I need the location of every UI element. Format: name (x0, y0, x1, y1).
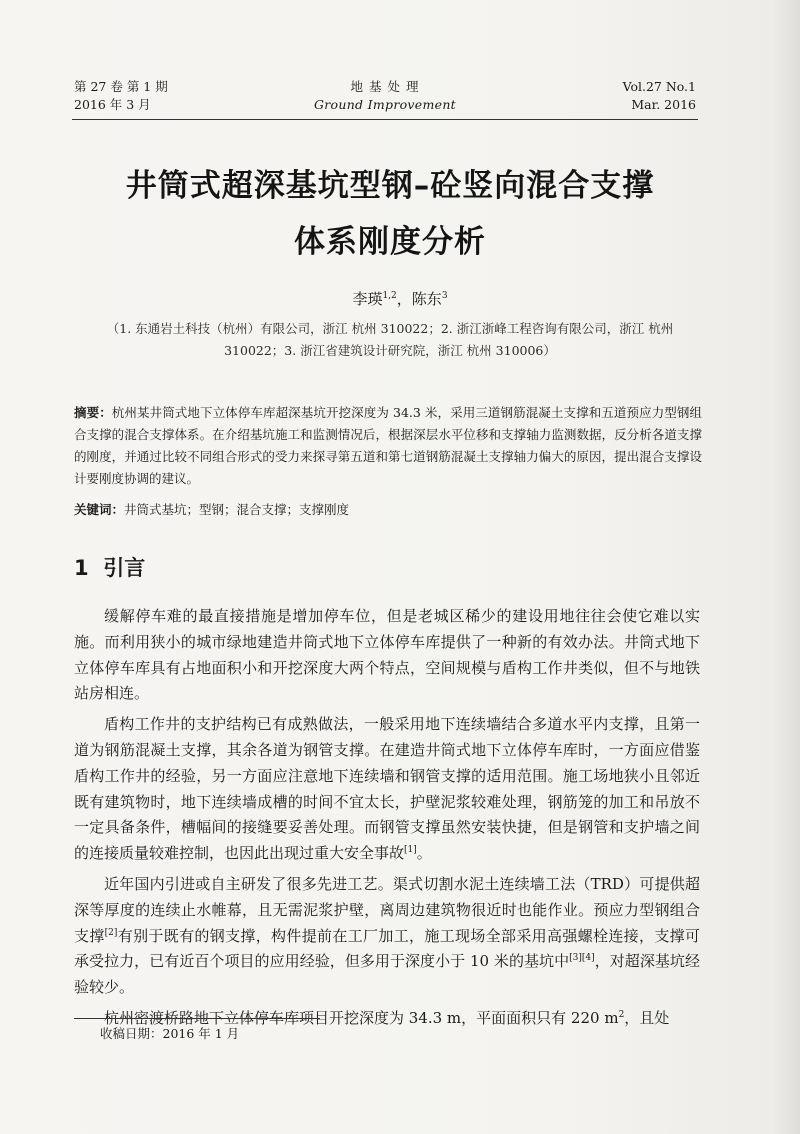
author-separator: ， (396, 290, 412, 308)
affiliations (80, 318, 700, 362)
section-number: 1 (74, 556, 89, 580)
citation-3-4: [3][4] (569, 953, 595, 964)
header-date-en: Mar. 2016 (631, 97, 696, 112)
author-1: 李瑛 (352, 290, 383, 308)
citation-2: [2] (104, 927, 118, 938)
header-journal-en: Ground Improvement (313, 97, 457, 112)
abstract (74, 402, 702, 490)
author-1-affil: 1,2 (382, 291, 397, 301)
keywords-text: 井筒式基坑；型钢；混合支撑；支撑刚度 (124, 502, 350, 517)
body-text (74, 604, 700, 1032)
footnote-received-date: 收稿日期：2016 年 1 月 (100, 1026, 240, 1041)
section-title: 引言 (103, 556, 146, 580)
authors (0, 288, 800, 309)
paragraph-2-end: 。 (416, 844, 432, 863)
title-line-1: 井筒式超深基坑型钢–砼竖向混合支撑 (125, 168, 655, 204)
affiliation-line-1: （1. 东通岩土科技（杭州）有限公司，浙江 杭州 310022；2. 浙江浙峰工程咨询有限公司，浙江 杭州 (106, 321, 674, 336)
citation-1: [1] (404, 845, 417, 856)
footnote-rule (74, 1018, 320, 1019)
paragraph-2 (74, 712, 700, 867)
header-journal-cn: 地 基 处 理 (350, 79, 420, 94)
paragraph-3-text-b: 有别于既有的钢支撑，构件提前在工厂加工，施工现场全部采用高强螺栓连接，支撑可承受拉力，已有近百个项目的应用经验，但多用于深度小于 10 米的基坑中 (74, 926, 700, 971)
page-edge-shadow (772, 0, 800, 1134)
header-volume: 第 27 卷 第 1 期 (74, 79, 168, 94)
paragraph-4-text-a: 杭州密渡桥路地下立体停车库项目开挖深度为 34.3 m，平面面积只有 220 m (104, 1008, 619, 1027)
area-unit-exponent: 2 (618, 1009, 625, 1020)
header-rule (72, 119, 698, 120)
paragraph-3 (74, 872, 700, 1001)
keywords-label: 关键词： (74, 502, 125, 517)
affiliation-line-2: 310022；3. 浙江省建筑设计研究院，浙江 杭州 310006） (224, 343, 556, 358)
paragraph-3-text-c: ，对超深基坑经验较少。 (74, 952, 700, 997)
keywords (74, 499, 702, 521)
header-date: 2016 年 3 月 (74, 97, 151, 112)
author-2: 陈东 (411, 290, 442, 308)
paragraph-4-text-b: ，且处 (624, 1008, 670, 1027)
title-line-2: 体系刚度分析 (294, 224, 486, 260)
header-right (623, 78, 696, 114)
paper-title (60, 158, 720, 270)
paragraph-1: 缓解停车难的最直接措施是增加停车位，但是老城区稀少的建设用地往往会使它难以实施。而利用狭小的城市绿地建造井筒式地下立体停车库提供了一种新的有效办法。井筒式地下立体停车库具有占地面积小和开挖深度大两个特点，空间规模与盾构工作井类似，但不与地铁站房相连。 (74, 607, 700, 703)
abstract-label: 摘要： (74, 405, 112, 420)
header-center (74, 78, 696, 114)
paragraph-2-text: 盾构工作井的支护结构已有成熟做法，一般采用地下连续墙结合多道水平内支撑，且第一道为钢筋混凝土支撑，其余各道为钢管支撑。在建造井筒式地下立体停车库时，一方面应借鉴盾构工作井的经验，另一方面应注意地下连续墙和钢管支撑的适用范围。施工场地狭小且邻近既有建筑物时，地下连续墙成槽的时间不宜太长，护壁泥浆较难处理，钢筋笼的加工和吊放不一定具备条件，槽幅间的接缝要妥善处理。而钢管支撑虽然安装快捷，但是钢管和支护墙之间的连接质量较难控制，也因此出现过重大安全事故 (74, 715, 700, 863)
author-2-affil: 3 (441, 291, 448, 301)
paragraph-3-text-a: 近年国内引进或自主研发了很多先进工艺。渠式切割水泥土连续墙工法（TRD）可提供超深等厚度的连续止水帷幕，且无需泥浆护壁，离周边建筑物很近时也能作业。预应力型钢组合支撑 (74, 874, 700, 945)
header-volume-en: Vol.27 No.1 (622, 79, 696, 94)
running-header (74, 78, 696, 118)
section-heading (74, 552, 145, 582)
abstract-text: 杭州某井筒式地下立体停车库超深基坑开挖深度为 34.3 米，采用三道钢筋混凝土支撑和五道预应力型钢组合支撑的混合支撑体系。在介绍基坑施工和监测情况后，根据深层水平位移和支撑轴力监测数据，反分析各道支撑的刚度，并通过比较不同组合形式的受力来探寻第五道和第七道钢筋混凝土支撑轴力偏大的原因，提出混合支撑设计要刚度协调的建议。 (74, 405, 702, 486)
